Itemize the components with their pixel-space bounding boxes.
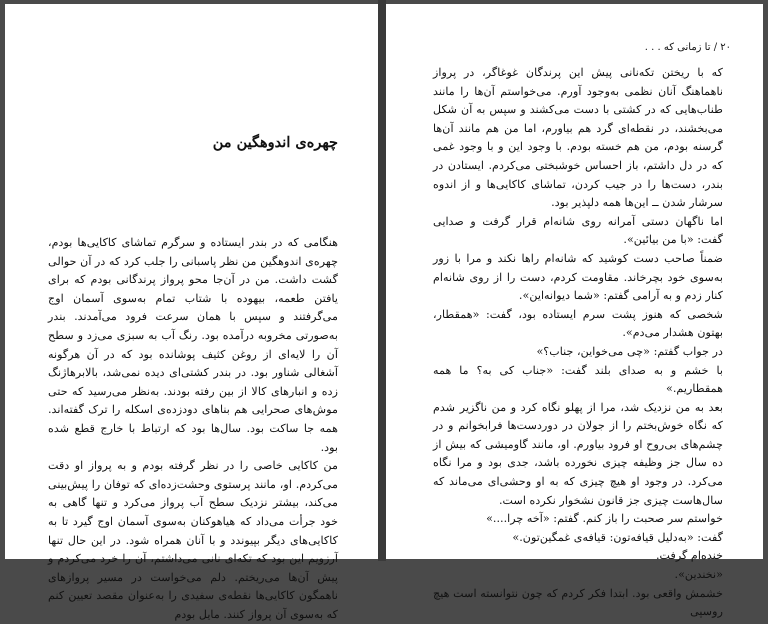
- right-page: [386, 4, 763, 619]
- right-page-body: [433, 64, 723, 622]
- paragraph: گفت: «به‌دلیل قیافه‌تون: قیافه‌ی غمگین‌تون.»: [512, 530, 723, 544]
- paragraph: با خشم و به صدای بلند گفت: «جناب کی به؟ ما همه همقطاریم.»: [433, 363, 723, 396]
- paragraph: خشمش واقعی بود. ابتدا فکر کردم که چون نتوانسته است هیچ روسپی: [433, 586, 723, 619]
- left-page-body: [48, 234, 338, 624]
- paragraph: اما نا‌گهان دستی آمرانه روی شانه‌ام قرار گرفت و صدایی گفت: «با من بیائین».: [433, 214, 723, 247]
- paragraph: بعد به من نزدیک شد، مرا از پهلو نگاه کرد و من ناگزیر شدم که نگاه خوش‌بختم را از جولان در دوردست‌ها فرابخوانم و در چشم‌های بی‌روح او فرود بیاورم. او، مانند گاومیشی که بیش از ده سال جز وظیفه چیزی نخورده باشد، جدی بود و مرا نگاه می‌کرد. در وجود او هیچ چیزی که به او وحشی‌ای می‌ماند که سال‌هاست چیزی جز قانون نشخوار نکرده است.: [433, 400, 723, 507]
- left-page: [5, 4, 378, 621]
- chapter-title: چهره‌ی اندوهگین من: [212, 134, 338, 151]
- book-gutter: [378, 0, 386, 561]
- paragraph: ضمناً صاحب دست کوشید که شانه‌ام را‌ها نکند و مرا با زور به‌سوی خود بچرخاند. مقاومت کردم، دست را از روی شانه‌ام کنار زدم و به آرامی گفتم: «شما دیوانه‌این».: [433, 251, 723, 303]
- paragraph: هنگامی که در بندر ایستاده و سرگرم تماشای کاکایی‌ها بودم، چهره‌ی اندوهگین من نظر پاسبانی را جلب کرد که در آن حوالی گشت داشت. من در آن‌جا محو پرواز پرندگانی بودم که برای یافتن طعمه، بیهوده با شتاب تمام به‌سوی آسمان اوج می‌گرفتند و سپس با همان سرعت فرود می‌آمدند. بندر به‌صورتی مخروبه درآمده بود. رنگ آب به سبزی می‌زد و سطح آن را لایه‌ای از روغن کثیف پوشانده بود که در آن هرگونه آشغالی شناور بود. در بندر کشتی‌ای دیده نمی‌شد، بالابرهاژ‌نگ زده و انبارهای کالا از بین رفته بودند. به‌نظر می‌رسید که حتی موش‌های صحرایی هم بناهای دودزده‌ی اسکله را ترک گفته‌اند. همه جا ساکت بود. سال‌ها بود که ارتباط با خارج قطع شده بود.: [48, 236, 338, 454]
- paragraph: خواستم سر صحبت را باز کنم. گفتم: «آخه چرا....»: [486, 512, 723, 526]
- running-header: ۲۰ / تا زمانی که . . .: [644, 42, 731, 53]
- paragraph: در جواب گفتم: «چی می‌خواین، جناب؟»: [536, 344, 723, 358]
- paragraph: من کاکایی خاصی را در نظر گرفته بودم و به پرواز او دقت می‌کردم. او، مانند پرستوی وحشت‌زده‌ای که توفان را پیش‌بینی می‌کند، بیشتر نزدیک سطح آب پرواز می‌کرد و تنها گاهی به خود جرأت می‌داد که هیاهوکنان به‌سوی آسمان اوج گیرد تا به کاکایی‌های دیگر بپیوندد و با آنان همراه شود. در این حال تنها آرزویم این بود که تکه‌ای نانی می‌داشتم، آن را خرد می‌کردم و پیش آن‌ها می‌ریختم. دلم می‌خواست در مسیر پروازهای ناهمگون کاکایی‌ها نقطه‌ی سفیدی را به‌عنوان مقصد تعیین کنم که به‌سوی آن پرواز کنند. مایل بودم: [48, 459, 338, 621]
- paragraph: «نخندین».: [674, 568, 723, 582]
- paragraph: خنده‌ام گرفت.: [655, 549, 723, 563]
- paragraph: که با ریختن تکه‌نانی پیش این پرندگان غوغاگر، در پرواز ناهماهنگ آنان نظمی به‌وجود آورم. می‌خواستم آن‌ها را مانند طناب‌هایی که در کشتی با دست می‌کشند و سپس به آن شکل می‌بخشند، در نقطه‌ای گرد هم بیاورم، اما من هم مانند آن‌ها گرسنه بودم، من هم خسته بودم. با وجود این و با وجود غمی که در دل داشتم، باز احساس خوشبختی می‌کردم. ایستادن در بندر، دست‌ها را در جیب کردن، تماشای کاکایی‌ها و از اندوه سرشار شدن ــ این‌ها همه دلپذیر بود.: [433, 66, 723, 210]
- paragraph: شخصی که هنوز پشت سرم ایستاده بود، گفت: «همقطار، بهتون هشدار می‌دم».: [433, 307, 723, 340]
